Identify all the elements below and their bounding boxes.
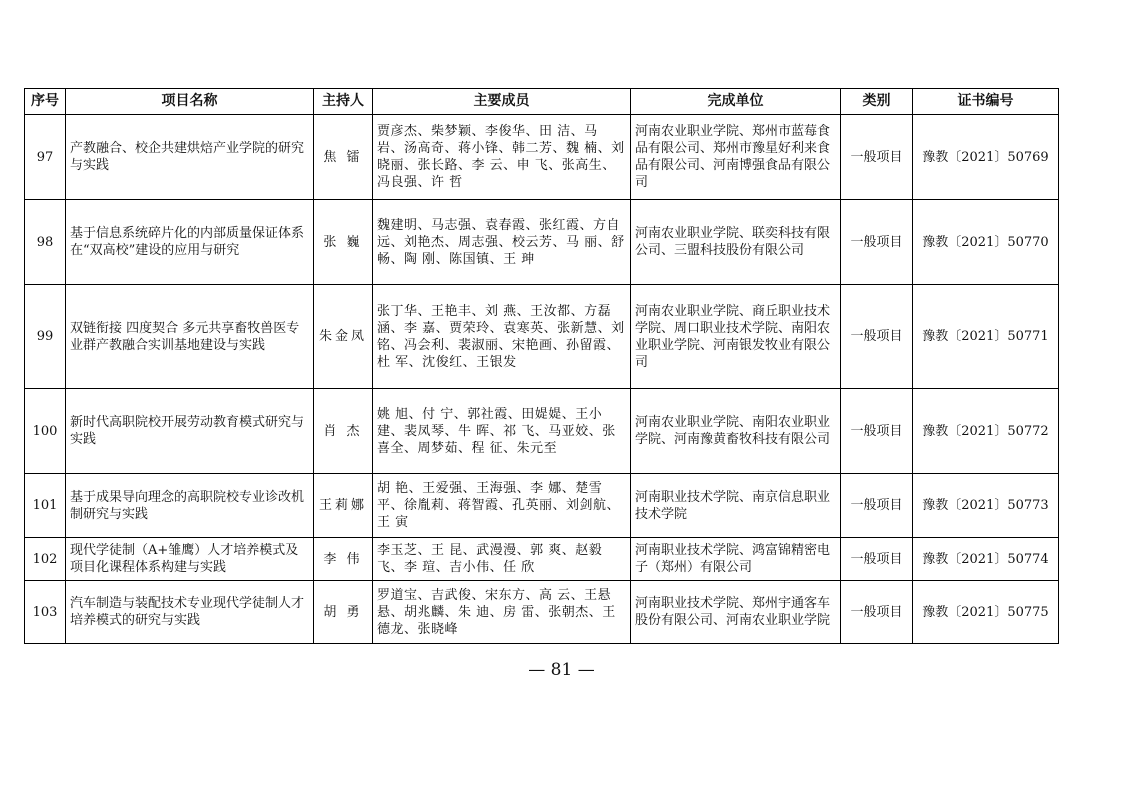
table-row: [25, 538, 1059, 581]
row-category: 一般项目: [841, 538, 913, 581]
row-host: 张 巍: [314, 200, 373, 285]
row-num: 102: [25, 538, 66, 581]
row-num: 98: [25, 200, 66, 285]
row-project-name: 基于成果导向理念的高职院校专业诊改机制研究与实践: [66, 474, 314, 538]
row-members: 张丁华、王艳丰、刘 燕、王汝都、方磊涵、李 嘉、贾荣玲、袁寒英、张新慧、刘 铭、冯会利、裴淑丽、宋艳画、孙留霞、杜 军、沈俊红、王银发: [373, 285, 631, 389]
row-host: 李 伟: [314, 538, 373, 581]
row-members: 罗道宝、吉武俊、宋东方、高 云、王悬悬、胡兆麟、朱 迪、房 雷、张朝杰、王德龙、张晓峰: [373, 581, 631, 644]
table-row: [25, 285, 1059, 389]
table-row: [25, 474, 1059, 538]
row-unit: 河南农业职业学院、郑州市蓝莓食品有限公司、郑州市豫星好利来食品有限公司、河南博强食品有限公司: [631, 115, 841, 200]
row-cert: 豫教〔2021〕50772: [913, 389, 1059, 474]
table-row: [25, 115, 1059, 200]
header-num: 序号: [25, 89, 66, 115]
header-category: 类别: [841, 89, 913, 115]
row-unit: 河南农业职业学院、联奕科技有限公司、三盟科技股份有限公司: [631, 200, 841, 285]
row-cert: 豫教〔2021〕50769: [913, 115, 1059, 200]
row-category: 一般项目: [841, 200, 913, 285]
awards-table: [24, 88, 1059, 644]
row-members: 魏建明、马志强、袁春霞、张红霞、方自远、刘艳杰、周志强、校云芳、马 丽、舒 畅、陶 刚、陈国镇、王 珅: [373, 200, 631, 285]
row-host: 焦 镭: [314, 115, 373, 200]
row-category: 一般项目: [841, 389, 913, 474]
row-category: 一般项目: [841, 474, 913, 538]
header-project-name: 项目名称: [66, 89, 314, 115]
header-unit: 完成单位: [631, 89, 841, 115]
row-category: 一般项目: [841, 285, 913, 389]
row-num: 97: [25, 115, 66, 200]
row-unit: 河南职业技术学院、鸿富锦精密电子（郑州）有限公司: [631, 538, 841, 581]
row-project-name: 汽车制造与装配技术专业现代学徒制人才培养模式的研究与实践: [66, 581, 314, 644]
row-cert: 豫教〔2021〕50771: [913, 285, 1059, 389]
row-host: 朱金凤: [314, 285, 373, 389]
row-category: 一般项目: [841, 115, 913, 200]
row-unit: 河南农业职业学院、南阳农业职业学院、河南豫黄畜牧科技有限公司: [631, 389, 841, 474]
row-members: 胡 艳、王爱强、王海强、李 娜、楚雪平、徐胤莉、蒋智霞、孔英丽、刘剑航、王 寅: [373, 474, 631, 538]
row-cert: 豫教〔2021〕50774: [913, 538, 1059, 581]
row-cert: 豫教〔2021〕50770: [913, 200, 1059, 285]
row-num: 101: [25, 474, 66, 538]
row-unit: 河南职业技术学院、郑州宇通客车股份有限公司、河南农业职业学院: [631, 581, 841, 644]
header-row: [25, 89, 1059, 115]
row-members: 贾彦杰、柴梦颖、李俊华、田 洁、马 岩、汤高奇、蒋小锋、韩二芳、魏 楠、刘晓丽、张长路、李 云、申 飞、张高生、冯良强、许 哲: [373, 115, 631, 200]
header-cert: 证书编号: [913, 89, 1059, 115]
row-members: 姚 旭、付 宁、郭社霞、田媞媞、王小建、裴凤琴、牛 晖、祁 飞、马亚姣、张喜全、周梦茹、程 征、朱元至: [373, 389, 631, 474]
row-project-name: 现代学徒制（A+雏鹰）人才培养模式及项目化课程体系构建与实践: [66, 538, 314, 581]
row-num: 103: [25, 581, 66, 644]
row-project-name: 基于信息系统碎片化的内部质量保证体系在“双高校”建设的应用与研究: [66, 200, 314, 285]
row-project-name: 新时代高职院校开展劳动教育模式研究与实践: [66, 389, 314, 474]
row-unit: 河南职业技术学院、南京信息职业技术学院: [631, 474, 841, 538]
row-host: 胡 勇: [314, 581, 373, 644]
row-cert: 豫教〔2021〕50773: [913, 474, 1059, 538]
header-members: 主要成员: [373, 89, 631, 115]
row-host: 肖 杰: [314, 389, 373, 474]
table-row: [25, 389, 1059, 474]
header-host: 主持人: [314, 89, 373, 115]
row-unit: 河南农业职业学院、商丘职业技术学院、周口职业技术学院、南阳农业职业学院、河南银发牧业有限公司: [631, 285, 841, 389]
row-num: 99: [25, 285, 66, 389]
page-number: — 81 —: [528, 660, 595, 680]
row-members: 李玉芝、王 昆、武漫漫、郭 爽、赵毅飞、李 瑄、吉小伟、任 欣: [373, 538, 631, 581]
row-project-name: 产教融合、校企共建烘焙产业学院的研究与实践: [66, 115, 314, 200]
row-category: 一般项目: [841, 581, 913, 644]
table-row: [25, 581, 1059, 644]
row-host: 王莉娜: [314, 474, 373, 538]
row-project-name: 双链衔接 四度契合 多元共享畜牧兽医专业群产教融合实训基地建设与实践: [66, 285, 314, 389]
row-cert: 豫教〔2021〕50775: [913, 581, 1059, 644]
table-row: [25, 200, 1059, 285]
row-num: 100: [25, 389, 66, 474]
